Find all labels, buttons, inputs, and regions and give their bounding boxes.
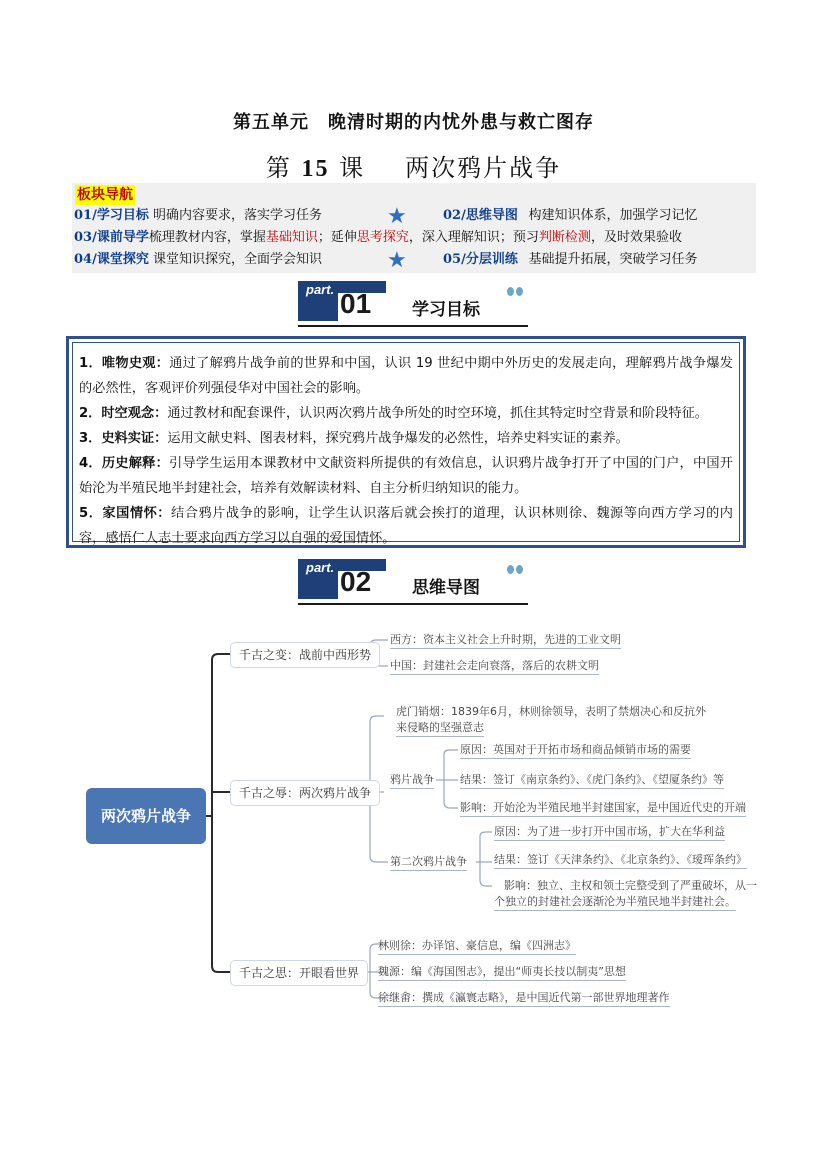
nav-item-02-key[interactable]: 02/思维导图 bbox=[443, 208, 518, 223]
goal-text: 通过教材和配套课件，认识两次鸦片战争所处的时空环境，抓住其特定时空背景和阶段特征。 bbox=[167, 406, 708, 421]
part-tag: part. bbox=[306, 560, 335, 575]
mindmap-leaf-war2: 第二次鸦片战争 bbox=[390, 854, 467, 871]
mindmap-leaf-war2-result: 结果：签订《天津条约》、《北京条约》、《瑷珲条约》 bbox=[494, 852, 747, 869]
mindmap-leaf-war1-impact: 影响：开始沦为半殖民地半封建国家，是中国近代史的开端 bbox=[460, 800, 746, 817]
lesson-number: 15 bbox=[301, 156, 330, 182]
mindmap-branch-3: 千古之思：开眼看世界 bbox=[230, 960, 368, 986]
mindmap-leaf-humen-1: 虎门销烟：1839年6月，林则徐领导，表明了禁烟决心和反抗外 bbox=[396, 705, 706, 718]
mindmap-root: 两次鸦片战争 bbox=[86, 788, 206, 844]
mindmap-leaf-lin: 林则徐：办译馆、豪信息，编《四洲志》 bbox=[378, 938, 576, 955]
star-icon: ★ bbox=[387, 248, 407, 273]
lesson-prefix: 第 bbox=[265, 154, 292, 182]
mindmap-leaf-wei: 魏源：编《海国图志》，提出“师夷长技以制夷”思想 bbox=[378, 964, 626, 981]
mindmap-leaf-xu: 徐继畬：撰成《瀛寰志略》，是中国近代第一部世界地理著作 bbox=[378, 990, 670, 1007]
nav-item-05-key[interactable]: 05/分层训练 bbox=[443, 252, 518, 267]
nav-heading: 板块导航 bbox=[77, 187, 133, 203]
nav-item-04-desc: 课堂知识探究，全面学会知识 bbox=[152, 252, 322, 267]
part-label: 学习目标 bbox=[412, 300, 480, 320]
goal-title: 3．史料实证： bbox=[79, 431, 168, 446]
mindmap-branch-2: 千古之辱：两次鸦片战争 bbox=[230, 780, 380, 806]
goal-text: 通过了解鸦片战争前的世界和中国，认识 19 世纪中期中外历史的发展走向，理解鸦片战争爆发的必然性，客观评价列强侵华对中国社会的影响。 bbox=[79, 356, 733, 396]
connector-b3 bbox=[212, 816, 230, 972]
goal-title: 4．历史解释： bbox=[79, 456, 170, 471]
part-number: 02 bbox=[340, 566, 372, 597]
mindmap-leaf-war2-impact-1: 影响：独立、主权和领土完整受到了严重破坏，从一 bbox=[504, 879, 757, 892]
nav-item-03-desc-c: ，深入理解知识；预习 bbox=[408, 230, 539, 245]
goal-title: 1．唯物史观： bbox=[79, 356, 170, 371]
mindmap-leaf-war2-cause: 原因：为了进一步打开中国市场，扩大在华利益 bbox=[494, 824, 725, 841]
goal-text: 结合鸦片战争的影响，让学生认识落后就会挨打的道理，认识林则徐、魏源等向西方学习的内容，感悟仁人志士要求向西方学习以自强的爱国情怀。 bbox=[79, 506, 733, 546]
unit-title: 第五单元 晚清时期的内忧外患与救亡图存 bbox=[233, 112, 594, 133]
mindmap-leaf-china: 中国：封建社会走向衰落，落后的农耕文明 bbox=[390, 658, 599, 675]
goal-title: 2．时空观念： bbox=[79, 406, 168, 421]
lesson-suffix: 课 bbox=[339, 154, 366, 182]
nav-item-01-desc: 明确内容要求，落实学习任务 bbox=[152, 208, 322, 223]
mindmap-leaf-war2-impact-2: 个独立的封建社会逐渐沦为半殖民地半封建社会。 bbox=[494, 894, 736, 911]
nav-item-03-highlight-b: 思考探究 bbox=[356, 230, 409, 245]
mindmap-branch-1: 千古之变：战前中西形势 bbox=[230, 642, 380, 668]
mindmap-leaf-war1-result: 结果：签订《南京条约》、《虎门条约》、《望厦条约》等 bbox=[460, 772, 724, 789]
nav-item-05-desc: 基础提升拓展，突破学习任务 bbox=[528, 252, 698, 267]
mindmap-leaf-humen-2: 来侵略的坚强意志 bbox=[396, 720, 484, 737]
lesson-name: 两次鸦片战争 bbox=[405, 154, 562, 182]
goal-title: 5．家国情怀： bbox=[79, 506, 172, 521]
nav-item-03-desc-b: ；延伸 bbox=[317, 230, 357, 245]
part-number: 01 bbox=[340, 288, 372, 319]
part-tag: part. bbox=[306, 282, 335, 297]
nav-item-01-key[interactable]: 01/学习目标 bbox=[74, 208, 149, 223]
nav-item-03-highlight-a: 基础知识 bbox=[265, 230, 318, 245]
mindmap-leaf-war1: 鸦片战争 bbox=[390, 772, 434, 789]
star-icon: ★ bbox=[387, 204, 407, 229]
goal-text: 引导学生运用本课教材中文献资料所提供的有效信息，认识鸦片战争打开了中国的门户，中国开始沦为半殖民地半封建社会，培养有效解读材料、自主分析归纳知识的能力。 bbox=[79, 456, 733, 496]
nav-item-03-desc-a: 梳理教材内容，掌握 bbox=[148, 230, 266, 245]
nav-item-03-key[interactable]: 03/课前导学 bbox=[74, 230, 149, 245]
nav-item-02-desc: 构建知识体系，加强学习记忆 bbox=[528, 208, 698, 223]
nav-item-04-key[interactable]: 04/课堂探究 bbox=[74, 252, 149, 267]
mindmap-leaf-war1-cause: 原因：英国对于开拓市场和商品倾销市场的需要 bbox=[460, 742, 691, 759]
nav-item-03-desc-d: ，及时效果验收 bbox=[590, 230, 682, 245]
connector-b2 bbox=[212, 792, 230, 816]
mindmap-leaf-west: 西方：资本主义社会上升时期，先进的工业文明 bbox=[390, 632, 621, 649]
nav-item-03-highlight-c: 判断检测 bbox=[538, 230, 591, 245]
part-label: 思维导图 bbox=[412, 578, 480, 598]
goal-text: 运用文献史料、图表材料，探究鸦片战争爆发的必然性，培养史料实证的素养。 bbox=[167, 431, 629, 446]
